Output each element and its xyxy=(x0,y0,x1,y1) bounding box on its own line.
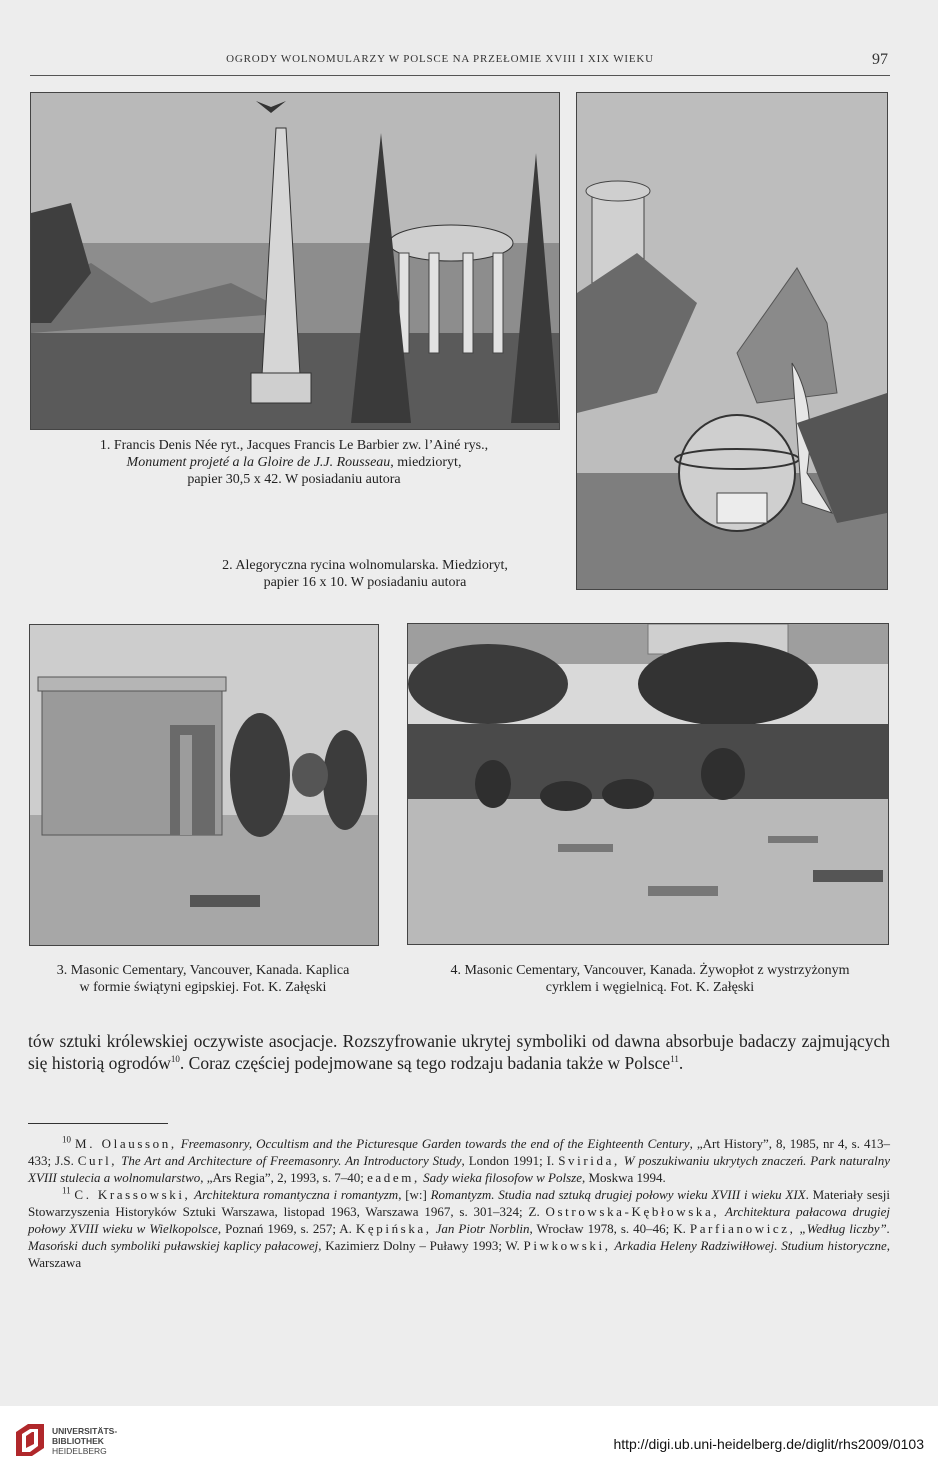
footnote-reference[interactable]: 10 xyxy=(170,1054,180,1065)
work-title: Freemasonry, Occultism and the Picturesque Garden towards the end of the Eighteenth Century xyxy=(180,1136,690,1151)
work-title: Arkadia Heleny Radziwiłłowej. Studium historyczne xyxy=(614,1238,887,1253)
footnote-number: 10 xyxy=(62,1134,71,1145)
viewer-footer xyxy=(0,1406,938,1474)
figure-4-drawing xyxy=(408,624,888,944)
author-name: Kępińska, xyxy=(355,1221,432,1236)
footnotes xyxy=(28,1135,890,1271)
author-name: eadem, xyxy=(367,1170,420,1185)
figure-3-drawing xyxy=(30,625,378,945)
footnote-11 xyxy=(28,1186,890,1271)
author-name: Piwkowski, xyxy=(523,1238,611,1253)
citation-text: , Kazimierz Dolny – Puławy 1993; W. xyxy=(318,1238,520,1253)
citation-text: , London 1991; I. xyxy=(461,1153,555,1168)
figure-3-caption xyxy=(22,962,384,996)
body-text: tów sztuki królewskiej oczywiste asocjacje. Rozszyfrowanie ukrytej symboliki od dawna absorbuje badaczy zajmujących się historią ogrodów xyxy=(28,1031,890,1073)
author-name: M. Olausson, xyxy=(75,1136,177,1151)
work-title: Jan Piotr Norblin xyxy=(435,1221,530,1236)
author-name: Parfianowicz, xyxy=(689,1221,796,1236)
work-title: Architektura romantyczna i romantyzm xyxy=(194,1187,399,1202)
figure-3-photo xyxy=(29,624,379,946)
figure-1-caption xyxy=(30,437,558,488)
caption-line: w formie świątyni egipskiej. Fot. K. Załęski xyxy=(79,980,327,995)
work-title: Architektura pałacowa drugiej połowy XVIII wieku w Wielkopolsce xyxy=(28,1204,891,1236)
citation-text: , [w:] xyxy=(398,1187,427,1202)
logo-line: HEIDELBERG xyxy=(52,1446,107,1456)
figure-1-drawing xyxy=(31,93,559,429)
citation-text: , Warszawa xyxy=(28,1238,891,1270)
work-title: The Art and Architecture of Freemasonry. An Introductory Study xyxy=(121,1153,462,1168)
footnote-separator xyxy=(28,1123,168,1124)
page-header xyxy=(30,49,890,76)
footnote-number: 11 xyxy=(62,1185,71,1196)
figure-1-engraving xyxy=(30,92,560,430)
logo-line: BIBLIOTHEK xyxy=(52,1436,104,1446)
author-name: C. Krassowski, xyxy=(74,1187,191,1202)
work-title: Romantyzm. Studia nad sztuką drugiej połowy wieku XVIII i wieku XIX xyxy=(430,1187,806,1202)
caption-line: 3. Masonic Cementary, Vancouver, Kanada. Kaplica xyxy=(56,963,350,978)
body-text: . Coraz częściej podejmowane są tego rodzaju badania także w Polsce xyxy=(179,1053,671,1073)
citation-text: , „Art History”, 8, 1985, nr 4, s. 413–433; J.S. xyxy=(28,1136,890,1168)
caption-line: 2. Alegoryczna rycina wolnomularska. Miedzioryt, xyxy=(222,558,508,573)
caption-text: , miedzioryt, xyxy=(390,455,462,470)
citation-text: , „Ars Regia”, 2, 1993, s. 7–40; xyxy=(200,1170,364,1185)
body-paragraph xyxy=(28,1030,890,1074)
figure-2-engraving xyxy=(576,92,888,590)
work-title: Sady wieka filosofow w Polsze xyxy=(423,1170,582,1185)
logo-line: UNIVERSITÄTS- xyxy=(52,1426,118,1436)
document-url-link[interactable]: http://digi.ub.uni-heidelberg.de/diglit/rhs2009/0103 xyxy=(613,1436,924,1452)
citation-text: , Wrocław 1978, s. 40–46; K. xyxy=(529,1221,686,1236)
citation-text: , Moskwa 1994. xyxy=(581,1170,666,1185)
library-logo-icon[interactable] xyxy=(14,1422,46,1458)
artwork-title: Monument projeté a la Gloire de J.J. Rousseau xyxy=(126,455,391,470)
caption-line: papier 16 x 10. W posiadaniu autora xyxy=(263,575,467,590)
figure-4-caption xyxy=(400,962,900,996)
figure-2-drawing xyxy=(577,93,887,589)
figure-4-photo xyxy=(407,623,889,945)
caption-line: cyrklem i węgielnicą. Fot. K. Załęski xyxy=(545,980,755,995)
caption-line: 1. Francis Denis Née ryt., Jacques Francis Le Barbier zw. l’Ainé rys., xyxy=(99,438,489,453)
body-text: . xyxy=(678,1053,684,1073)
footnote-10 xyxy=(28,1135,890,1186)
footnote-reference[interactable]: 11 xyxy=(670,1054,679,1065)
citation-text: . Materiały sesji Stowarzyszenia Historyków Sztuki Warszawa, listopad 1963, Warszawa 1967, s. 301–324; Z. xyxy=(28,1187,891,1219)
author-name: Svirida, xyxy=(558,1153,620,1168)
citation-text: , Poznań 1969, s. 257; A. xyxy=(217,1221,352,1236)
author-name: Ostrowska-Kębłowska, xyxy=(545,1204,720,1219)
author-name: Curl, xyxy=(77,1153,118,1168)
caption-line: papier 30,5 x 42. W posiadaniu autora xyxy=(187,472,401,487)
page-number: 97 xyxy=(872,51,888,68)
caption-line xyxy=(30,454,558,471)
work-title: „Według liczby”. Masoński duch symboliki puławskiej kaplicy pałacowej xyxy=(28,1221,891,1253)
library-logo-text[interactable] xyxy=(52,1426,117,1456)
caption-line: 4. Masonic Cementary, Vancouver, Kanada. Żywopłot z wystrzyżonym xyxy=(450,963,850,978)
running-title: OGRODY WOLNOMULARZY W POLSCE NA PRZEŁOMIE XVIII I XIX WIEKU xyxy=(226,53,654,65)
figure-2-caption xyxy=(170,557,560,591)
work-title: W poszukiwaniu ukrytych znaczeń. Park naturalny XVIII stulecia a wolnomularstwo xyxy=(28,1153,891,1185)
